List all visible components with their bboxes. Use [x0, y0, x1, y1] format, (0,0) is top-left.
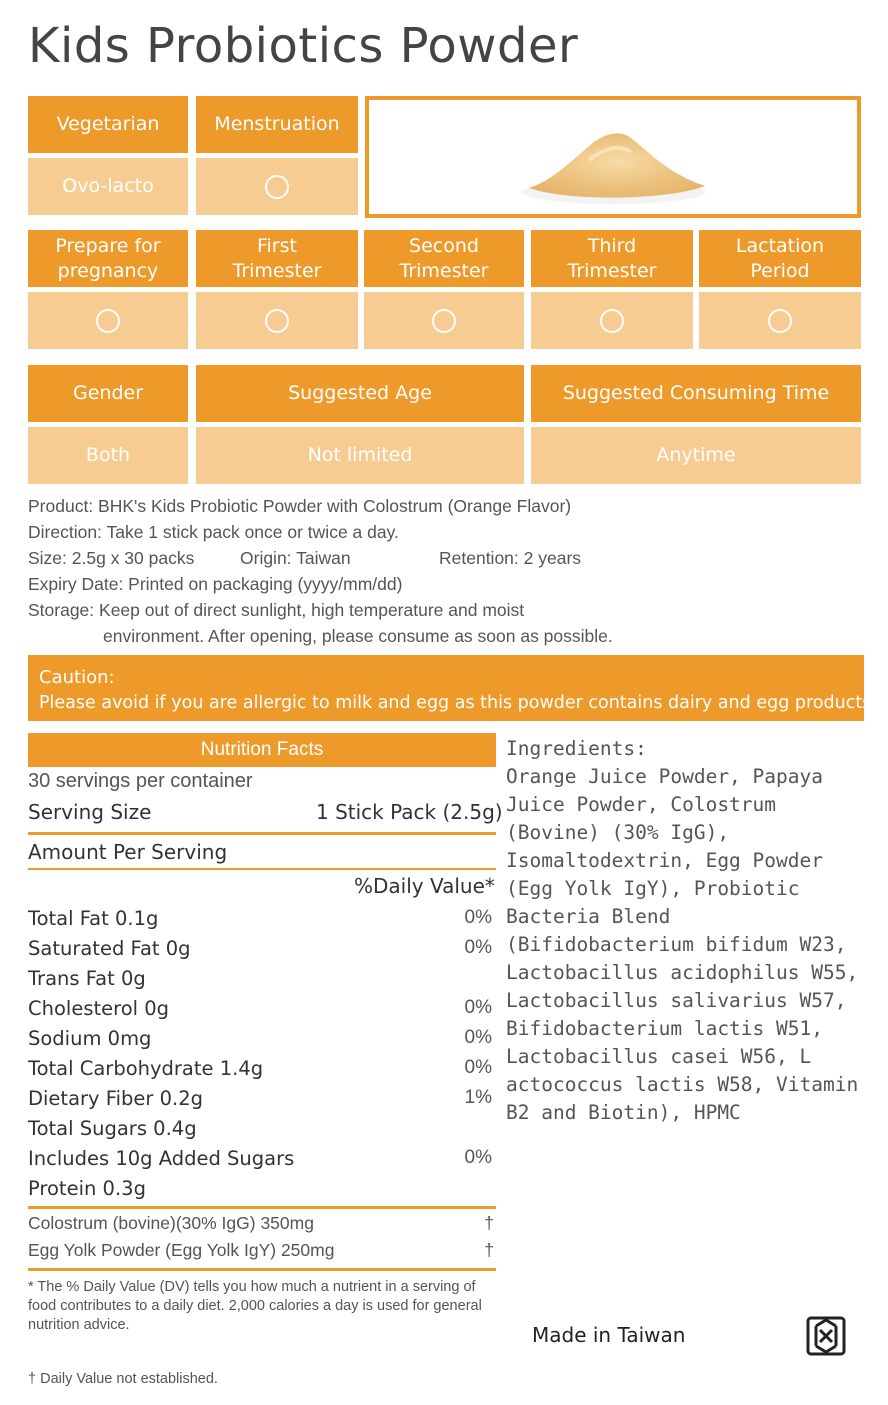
- prepare-pregnancy-value: [28, 292, 188, 349]
- nutrient-pct: 1%: [464, 1087, 492, 1108]
- ingredients-label: Ingredients:: [506, 737, 647, 760]
- page-title: Kids Probiotics Powder: [28, 18, 579, 74]
- menstruation-value: [196, 158, 358, 215]
- servings-per-container: 30 servings per container: [28, 770, 253, 792]
- first-trimester-value: [196, 292, 358, 349]
- first-trimester-header: First Trimester: [196, 230, 358, 287]
- divider: [28, 868, 496, 870]
- product-line: Product: BHK's Kids Probiotic Powder with Colostrum (Orange Flavor): [28, 496, 572, 516]
- menstruation-header: Menstruation: [196, 96, 358, 153]
- nutrient-name: Protein 0.3g: [28, 1176, 146, 1200]
- circle-icon: [432, 309, 456, 333]
- divider: [28, 832, 496, 835]
- storage-line: Storage: Keep out of direct sunlight, high temperature and moist: [28, 600, 525, 620]
- origin-line: Origin: Taiwan: [240, 548, 351, 568]
- nutrient-pct: 0%: [464, 937, 492, 958]
- circle-icon: [600, 309, 624, 333]
- lactation-period-value: [699, 292, 861, 349]
- third-trimester-value: [531, 292, 693, 349]
- divider: [28, 1206, 496, 1209]
- nutrient-row: [28, 963, 492, 993]
- gender-header: Gender: [28, 365, 188, 422]
- daily-value-footnote: * The % Daily Value (DV) tells you how much a nutrient in a serving of food contributes to a daily diet. 2,000 calories a day is used for general nutrition advice.: [28, 1279, 482, 1333]
- circle-icon: [265, 175, 289, 199]
- amount-per-serving: Amount Per Serving: [28, 840, 228, 864]
- extra-row: [28, 1213, 494, 1234]
- recycle-icon: [806, 1316, 846, 1356]
- second-trimester-header: Second Trimester: [364, 230, 524, 287]
- nutrient-name: Sodium 0mg: [28, 1026, 152, 1050]
- dagger-footnote: † Daily Value not established.: [28, 1371, 218, 1387]
- nutrient-name: Total Sugars 0.4g: [28, 1116, 197, 1140]
- third-trimester-header: Third Trimester: [531, 230, 693, 287]
- direction-line: Direction: Take 1 stick pack once or twice a day.: [28, 522, 399, 542]
- nutrient-pct: 0%: [464, 907, 492, 928]
- nutrient-row: [28, 903, 492, 933]
- caution-title: Caution:: [39, 667, 115, 688]
- nutrient-row: [28, 1113, 492, 1143]
- gender-value: Both: [28, 427, 188, 484]
- dagger-mark: †: [484, 1240, 494, 1260]
- serving-size-label: Serving Size: [28, 800, 152, 824]
- nutrient-row: [28, 1143, 492, 1173]
- nutrient-name: Total Carbohydrate 1.4g: [28, 1056, 264, 1080]
- ovo-lacto-value: Ovo-lacto: [28, 158, 188, 215]
- suggested-time-value: Anytime: [531, 427, 861, 484]
- nutrition-facts-header: Nutrition Facts: [28, 733, 496, 767]
- nutrient-row: [28, 1023, 492, 1053]
- nutrient-row: [28, 993, 492, 1023]
- dagger-mark: †: [484, 1213, 494, 1233]
- powder-image: [369, 100, 857, 214]
- made-in-taiwan: Made in Taiwan: [532, 1323, 686, 1347]
- lactation-period-header: Lactation Period: [699, 230, 861, 287]
- prepare-pregnancy-header: Prepare for pregnancy: [28, 230, 188, 287]
- nutrient-name: Trans Fat 0g: [28, 966, 146, 990]
- extra-row: [28, 1240, 494, 1261]
- caution-box: [28, 655, 877, 721]
- nutrient-row: [28, 1083, 492, 1113]
- ingredients-block: [506, 735, 866, 1127]
- nutrient-row: [28, 933, 492, 963]
- storage-line-2: environment. After opening, please consume as soon as possible.: [103, 626, 613, 646]
- daily-value-header: %Daily Value*: [354, 874, 495, 898]
- nutrient-row: [28, 1053, 492, 1083]
- retention-line: Retention: 2 years: [439, 548, 582, 568]
- nutrient-row: [28, 1173, 492, 1203]
- suggested-time-header: Suggested Consuming Time: [531, 365, 861, 422]
- circle-icon: [265, 309, 289, 333]
- powder-image-frame: [365, 96, 861, 218]
- nutrient-name: Saturated Fat 0g: [28, 936, 191, 960]
- nutrient-name: Includes 10g Added Sugars: [28, 1146, 295, 1170]
- nutrient-name: Total Fat 0.1g: [28, 906, 159, 930]
- suggested-age-header: Suggested Age: [196, 365, 524, 422]
- suggested-age-value: Not limited: [196, 427, 524, 484]
- nutrient-pct: 0%: [464, 1057, 492, 1078]
- caution-text: Please avoid if you are allergic to milk and egg as this powder contains dairy and egg products.: [39, 693, 877, 714]
- extra-name: Egg Yolk Powder (Egg Yolk IgY) 250mg: [28, 1240, 335, 1260]
- extra-name: Colostrum (bovine)(30% IgG) 350mg: [28, 1213, 314, 1233]
- nutrient-pct: 0%: [464, 997, 492, 1018]
- serving-size-value: 1 Stick Pack (2.5g): [316, 800, 503, 824]
- nutrient-pct: 0%: [464, 1147, 492, 1168]
- size-line: Size: 2.5g x 30 packs: [28, 548, 195, 568]
- ingredients-text: Orange Juice Powder, Papaya Juice Powder, Colostrum (Bovine) (30% IgG), Isomaltodextrin, Egg Powder (Egg Yolk IgY), Probiotic Bacteria Blend (Bifidobacterium bifidum W23, Lactobacillus acidophilus W55, Lactobacillus salivarius W57, Bifidobacterium lactis W51, Lactobacillus casei W56, L actococcus lactis W58, Vitamin B2 and Biotin), HPMC: [506, 765, 859, 1124]
- nutrient-name: Dietary Fiber 0.2g: [28, 1086, 203, 1110]
- divider: [28, 1268, 496, 1271]
- circle-icon: [768, 309, 792, 333]
- nutrient-name: Cholesterol 0g: [28, 996, 170, 1020]
- vegetarian-header: Vegetarian: [28, 96, 188, 153]
- second-trimester-value: [364, 292, 524, 349]
- nutrient-pct: 0%: [464, 1027, 492, 1048]
- circle-icon: [96, 309, 120, 333]
- expiry-line: Expiry Date: Printed on packaging (yyyy/mm/dd): [28, 574, 403, 594]
